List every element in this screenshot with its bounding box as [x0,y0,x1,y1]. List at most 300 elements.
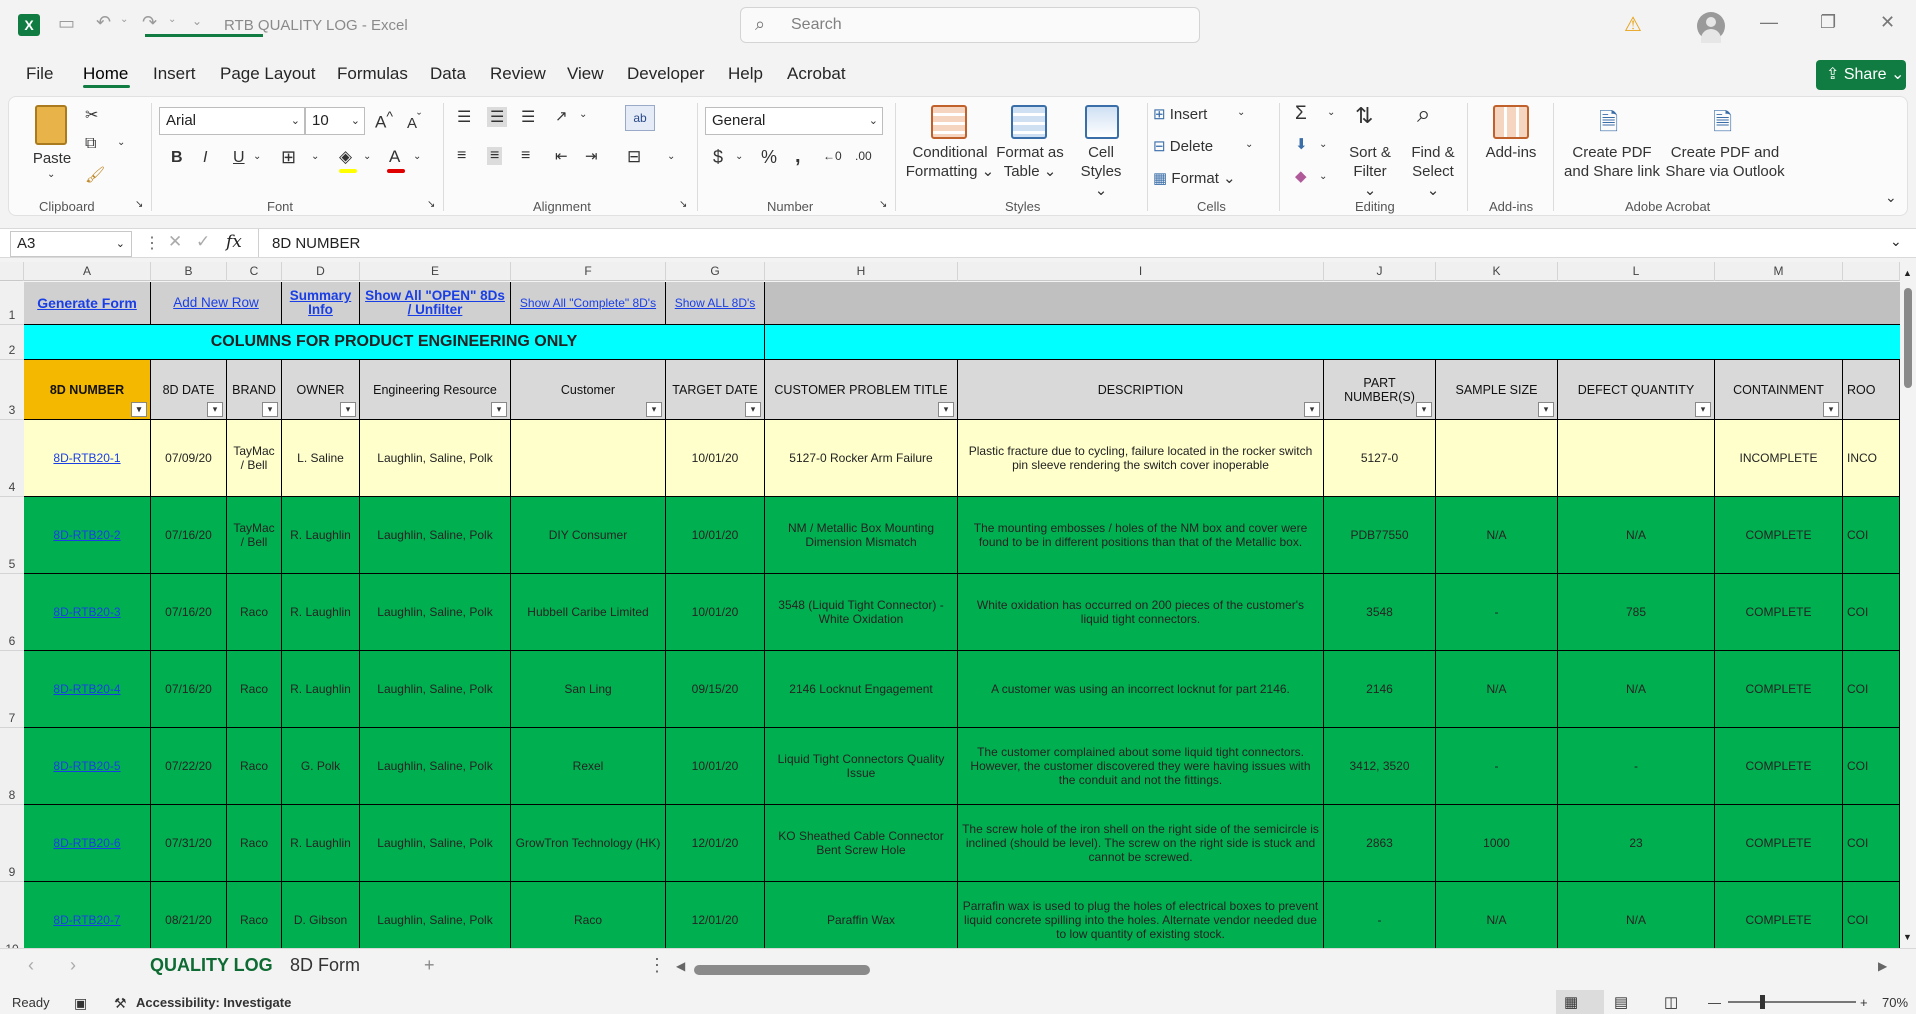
table-cell[interactable]: 5127-0 [1324,420,1436,497]
delete-dropdown-icon[interactable]: ⌄ [1245,139,1254,150]
page-layout-view-icon[interactable]: ▤ [1614,994,1629,1011]
tab-data[interactable]: Data [430,64,466,83]
row-header[interactable]: 3 [0,360,24,420]
insert-function-icon[interactable]: fx [226,232,242,252]
table-cell[interactable]: DIY Consumer [511,497,666,574]
font-size-combo[interactable] [305,107,365,135]
column-header-b[interactable]: B [151,262,227,281]
scroll-left-icon[interactable]: ◀ [676,959,686,973]
scroll-right-icon[interactable]: ▶ [1878,959,1888,973]
row-8d-link[interactable]: 8D-RTB20-1 [24,420,151,497]
table-cell[interactable] [1436,420,1558,497]
clear-dropdown-icon[interactable]: ⌄ [1319,171,1328,182]
underline-button[interactable]: U [233,149,245,166]
increase-decimal-icon[interactable]: ←0 [823,149,842,163]
tab-developer[interactable]: Developer [627,64,705,83]
column-header-f[interactable]: F [511,262,666,281]
row-8d-link[interactable]: 8D-RTB20-2 [24,497,151,574]
expand-formula-icon[interactable]: ⌄ [1890,233,1902,249]
table-cell[interactable]: 07/16/20 [151,574,227,651]
table-cell[interactable]: Rexel [511,728,666,805]
filter-dropdown-icon[interactable]: ▾ [1695,402,1711,417]
name-box-value: A3 [17,235,36,252]
align-left-icon[interactable]: ≡ [457,147,467,164]
row1-filler [765,282,1900,325]
conditional-formatting-button[interactable]: Conditional Formatting ⌄ [905,144,995,180]
cell-styles-button[interactable]: Cell Styles ⌄ [1080,144,1122,199]
undo-icon[interactable]: ↶ [96,12,112,32]
show-all-link[interactable]: Show ALL 8D's [666,282,765,325]
font-color-dropdown-icon[interactable]: ⌄ [413,151,422,162]
paste-button[interactable]: Paste [32,150,72,167]
currency-dropdown-icon[interactable]: ⌄ [735,151,744,162]
merge-center-icon[interactable]: ⊟ [627,147,642,166]
copy-icon[interactable]: ⧉ [85,135,97,152]
table-cell[interactable]: 10/01/20 [666,497,765,574]
column-header-l[interactable]: L [1558,262,1715,281]
table-cell[interactable]: Laughlin, Saline, Polk [360,497,511,574]
table-cell[interactable]: 2146 [1324,651,1436,728]
column-header-h[interactable]: H [765,262,958,281]
share-button[interactable]: ⇪ Share ⌄ [1816,60,1906,90]
close-icon[interactable]: ✕ [1880,12,1896,32]
table-cell[interactable]: Raco [227,651,282,728]
generate-form-link[interactable]: Generate Form [24,282,151,325]
banner-filler [765,325,1900,360]
column-title-text: CONTAINMENT [1733,382,1824,397]
column-title [282,360,360,420]
fill-color-icon[interactable]: ◈ [339,147,353,166]
format-as-table-button[interactable]: Format as Table ⌄ [996,144,1064,180]
column-header-a[interactable]: A [24,262,151,281]
fat-label-1: Format as [996,144,1064,161]
percent-icon[interactable]: % [761,147,778,167]
status-ready: Ready [12,995,50,1010]
chevron-down-icon: ⌄ [868,115,878,127]
table-cell[interactable]: 10/01/20 [666,420,765,497]
number-launcher-icon[interactable]: ↘ [879,199,888,210]
table-cell[interactable]: G. Polk [282,728,360,805]
align-bottom-icon[interactable]: ☰ [521,109,536,126]
undo-dropdown-icon[interactable]: ⌄ [120,14,129,25]
cancel-icon[interactable]: ✕ [168,232,183,251]
table-cell[interactable]: - [1558,728,1715,805]
table-cell[interactable]: COI [1843,497,1900,574]
table-cell[interactable]: N/A [1558,882,1715,959]
table-cell[interactable]: R. Laughlin [282,651,360,728]
vertical-scroll-thumb[interactable] [1904,288,1912,388]
format-painter-icon[interactable]: 🖌 [85,167,106,184]
table-cell[interactable]: 07/22/20 [151,728,227,805]
filter-dropdown-icon[interactable]: ▾ [938,402,954,417]
column-header-c[interactable]: C [227,262,282,281]
row-header[interactable]: 4 [0,420,24,497]
table-cell[interactable]: COI [1843,574,1900,651]
table-cell[interactable]: COMPLETE [1715,651,1843,728]
paste-icon[interactable] [35,105,67,145]
decrease-indent-icon[interactable]: ⇤ [555,148,568,165]
table-cell[interactable]: TayMac / Bell [227,420,282,497]
table-cell[interactable]: 3548 (Liquid Tight Connector) - White Oxidation [765,574,958,651]
table-cell[interactable]: COI [1843,805,1900,882]
table-cell[interactable]: 23 [1558,805,1715,882]
fat-label-2: Table [1003,163,1040,180]
zoom-in-icon[interactable]: + [1860,995,1868,1010]
zoom-out-icon[interactable]: — [1708,995,1721,1010]
cpo-label-1: Create PDF and [1670,144,1780,161]
merge-dropdown-icon[interactable]: ⌄ [667,151,676,162]
font-name-combo[interactable] [159,107,305,135]
column-title [958,360,1324,420]
table-cell[interactable]: INCOMPLETE [1715,420,1843,497]
table-cell[interactable]: Raco [227,882,282,959]
table-cell[interactable]: N/A [1436,651,1558,728]
add-new-row-link[interactable]: Add New Row [151,282,282,325]
format-cells-label: Format [1171,170,1219,187]
column-title-text: 8D NUMBER [49,382,125,397]
table-cell[interactable]: Raco [511,882,666,959]
customize-qat-icon[interactable]: ⌄ [192,14,203,28]
formula-content[interactable]: 8D NUMBER [272,235,361,252]
table-cell[interactable] [511,420,666,497]
column-title-text: 8D DATE [162,382,215,397]
table-cell[interactable]: Laughlin, Saline, Polk [360,882,511,959]
table-cell[interactable]: R. Laughlin [282,805,360,882]
table-cell[interactable]: Laughlin, Saline, Polk [360,805,511,882]
prev-sheet-icon[interactable]: ‹ [28,955,34,975]
insert-dropdown-icon[interactable]: ⌄ [1237,107,1246,118]
tab-insert[interactable]: Insert [153,64,196,83]
table-cell[interactable]: 12/01/20 [666,882,765,959]
addins-icon[interactable] [1493,105,1529,139]
filter-dropdown-icon[interactable]: ▾ [646,402,662,417]
table-cell[interactable]: COMPLETE [1715,574,1843,651]
row-header[interactable]: 5 [0,497,24,574]
cell-styles-icon[interactable] [1085,105,1119,139]
table-cell[interactable]: N/A [1436,882,1558,959]
filter-dropdown-icon[interactable]: ▾ [1304,402,1320,417]
fill-icon[interactable]: ⬇ [1295,136,1308,153]
minimize-icon[interactable]: — [1760,12,1778,32]
filter-dropdown-icon[interactable]: ▾ [491,402,507,417]
filter-dropdown-icon[interactable]: ▾ [1823,402,1839,417]
show-complete-link[interactable]: Show All "Complete" 8D's [511,282,666,325]
scroll-down-icon[interactable]: ▼ [1903,932,1912,942]
addins-button[interactable]: Add-ins [1485,144,1537,161]
table-cell[interactable]: COMPLETE [1715,728,1843,805]
table-cell[interactable]: 5127-0 Rocker Arm Failure [765,420,958,497]
find-select-icon[interactable]: ⌕ [1417,101,1431,128]
increase-font-icon[interactable]: A^ [375,109,393,132]
table-cell[interactable]: Raco [227,805,282,882]
active-tab-indicator [83,85,130,88]
table-cell[interactable]: 07/16/20 [151,497,227,574]
table-cell[interactable]: R. Laughlin [282,497,360,574]
table-cell[interactable]: 08/21/20 [151,882,227,959]
select-all-corner[interactable] [0,262,24,281]
table-cell[interactable]: PDB77550 [1324,497,1436,574]
row-8d-link[interactable]: 8D-RTB20-5 [24,728,151,805]
row-8d-link[interactable]: 8D-RTB20-4 [24,651,151,728]
copy-dropdown-icon[interactable]: ⌄ [117,137,126,148]
clear-icon[interactable]: ◆ [1295,168,1307,185]
name-box[interactable] [10,231,132,257]
table-cell[interactable]: INCO [1843,420,1900,497]
table-cell[interactable]: 07/16/20 [151,651,227,728]
table-cell[interactable]: COI [1843,651,1900,728]
search-box[interactable] [740,7,1200,43]
column-header-n[interactable] [1843,262,1900,281]
filter-dropdown-icon[interactable]: ▾ [262,402,278,417]
delete-cells-label: Delete [1169,138,1214,155]
table-cell[interactable]: COI [1843,882,1900,959]
zoom-slider-thumb[interactable] [1760,995,1765,1009]
table-cell[interactable]: - [1436,574,1558,651]
table-cell[interactable]: N/A [1436,497,1558,574]
filter-dropdown-icon[interactable]: ▾ [1416,402,1432,417]
row-header[interactable]: 9 [0,805,24,882]
column-title-text: BRAND [232,382,276,397]
sheet-tab-8d-form[interactable]: 8D Form [290,955,361,975]
table-cell[interactable]: TayMac / Bell [227,497,282,574]
share-label: Share [1843,66,1887,83]
row-header[interactable]: 2 [0,325,24,360]
table-cell[interactable]: Paraffin Wax [765,882,958,959]
tab-review[interactable]: Review [490,64,546,83]
accessibility-status[interactable]: Accessibility: Investigate [136,995,292,1010]
cut-icon[interactable]: ✂ [85,107,99,124]
restore-icon[interactable]: ❐ [1820,12,1837,32]
table-cell[interactable]: The mounting embosses / holes of the NM box and cover were found to be in different positions than that of the Metallic box. [958,497,1324,574]
filter-dropdown-icon[interactable]: ▾ [131,402,147,417]
show-open-link[interactable]: Show All "OPEN" 8Ds / Unfilter [360,282,511,325]
conditional-formatting-icon[interactable] [931,105,967,139]
cpo-label-2: Share via Outlook [1665,163,1785,180]
separator [258,229,259,257]
fill-dropdown-icon[interactable]: ⌄ [1319,139,1328,150]
warning-icon[interactable]: ⚠ [1624,14,1642,36]
format-as-table-icon[interactable] [1011,105,1047,139]
summary-info-link[interactable]: Summary Info [282,282,360,325]
normal-view-icon[interactable]: ▦ [1564,994,1579,1011]
enter-icon[interactable]: ✓ [196,232,211,251]
table-cell[interactable]: KO Sheathed Cable Connector Bent Screw Hole [765,805,958,882]
autosum-dropdown-icon[interactable]: ⌄ [1327,107,1336,118]
redo-icon[interactable]: ↷ [142,12,158,32]
table-cell[interactable]: N/A [1558,497,1715,574]
create-pdf-share-link-button[interactable] [1557,143,1667,181]
align-center-icon[interactable]: ≡ [487,147,502,165]
search-placeholder: Search [791,16,842,33]
comma-icon[interactable]: , [795,145,801,167]
page-break-view-icon[interactable]: ◫ [1664,994,1679,1011]
paste-dropdown-icon[interactable]: ⌄ [47,169,56,180]
column-header-j[interactable]: J [1324,262,1436,281]
table-cell[interactable]: Parrafin wax is used to plug the holes of electrical boxes to prevent liquid concrete spilling into the holes. Alternate vendor needed due to low quantity of existing stock. [958,882,1324,959]
search-icon: ⌕ [755,14,766,34]
macro-record-icon[interactable]: ▣ [74,995,88,1011]
underline-dropdown-icon[interactable]: ⌄ [253,151,262,162]
accessibility-icon[interactable]: ⚒ [114,995,127,1011]
orientation-icon[interactable]: ↗ [555,108,568,125]
table-cell[interactable]: L. Saline [282,420,360,497]
column-header-m[interactable]: M [1715,262,1843,281]
create-pdf-outlook-button[interactable] [1661,143,1789,181]
delete-cells-button[interactable] [1153,137,1213,155]
pdf-outlook-icon[interactable]: 🗎 [1713,109,1733,136]
table-cell[interactable]: The customer complained about some liquid tight connectors. However, the customer discovered they were having issues with the conduit and not the fittings. [958,728,1324,805]
font-launcher-icon[interactable]: ↘ [427,199,436,210]
table-cell[interactable]: 3412, 3520 [1324,728,1436,805]
orientation-dropdown-icon[interactable]: ⌄ [579,109,588,120]
collapse-ribbon-icon[interactable]: ⌄ [1885,189,1897,205]
redo-dropdown-icon[interactable]: ⌄ [168,14,177,25]
tab-help[interactable]: Help [728,64,763,83]
table-cell[interactable]: R. Laughlin [282,574,360,651]
pdf-link-icon[interactable]: 🗎 [1599,109,1619,136]
filter-dropdown-icon[interactable]: ▾ [207,402,223,417]
table-cell[interactable]: Hubbell Caribe Limited [511,574,666,651]
column-header-g[interactable]: G [666,262,765,281]
currency-icon[interactable]: $ [713,147,724,167]
sheet-options-icon[interactable]: ⋮ [648,955,666,975]
insert-cells-button[interactable] [1153,105,1207,123]
table-cell[interactable]: 10/01/20 [666,574,765,651]
clipboard-launcher-icon[interactable]: ↘ [135,199,144,210]
separator [895,103,896,211]
table-cell[interactable]: COI [1843,728,1900,805]
filter-dropdown-icon[interactable]: ▾ [745,402,761,417]
table-cell[interactable]: Liquid Tight Connectors Quality Issue [765,728,958,805]
insert-cells-icon: ⊞ [1153,106,1166,123]
row-header[interactable]: 6 [0,574,24,651]
more-options-icon[interactable]: ⋮ [144,235,160,252]
row-header[interactable]: 8 [0,728,24,805]
table-cell[interactable]: COMPLETE [1715,805,1843,882]
increase-indent-icon[interactable]: ⇥ [585,148,598,165]
vertical-scrollbar[interactable] [1900,262,1916,948]
column-header-e[interactable]: E [360,262,511,281]
wrap-text-icon[interactable]: ab [625,105,655,131]
filter-dropdown-icon[interactable]: ▾ [1538,402,1554,417]
table-cell[interactable]: COMPLETE [1715,497,1843,574]
table-cell[interactable]: Plastic fracture due to cycling, failure located in the rocker switch pin sleeve rendering the switch cover inoperable [958,420,1324,497]
sort-filter-button[interactable]: Sort & Filter ⌄ [1349,144,1391,199]
table-cell[interactable]: Raco [227,728,282,805]
alignment-group-label: Alignment [533,199,591,214]
column-title-text: SAMPLE SIZE [1455,382,1538,397]
sheet-tab-quality-log[interactable]: QUALITY LOG [150,955,273,975]
align-top-icon[interactable]: ☰ [457,109,472,126]
table-cell[interactable]: Laughlin, Saline, Polk [360,728,511,805]
autosum-icon[interactable]: Σ [1295,103,1307,124]
table-cell[interactable]: Laughlin, Saline, Polk [360,651,511,728]
table-cell[interactable]: A customer was using an incorrect locknut for part 2146. [958,651,1324,728]
table-cell[interactable]: 2146 Locknut Engagement [765,651,958,728]
table-cell[interactable]: White oxidation has occurred on 200 pieces of the customer's liquid tight connectors. [958,574,1324,651]
table-cell[interactable]: 10/01/20 [666,728,765,805]
table-cell[interactable]: NM / Metallic Box Mounting Dimension Mismatch [765,497,958,574]
table-cell[interactable]: 3548 [1324,574,1436,651]
table-cell[interactable]: 07/09/20 [151,420,227,497]
table-cell[interactable]: Raco [227,574,282,651]
table-cell[interactable]: 07/31/20 [151,805,227,882]
profile-avatar[interactable] [1697,12,1725,40]
table-cell[interactable]: N/A [1558,651,1715,728]
column-header-k[interactable]: K [1436,262,1558,281]
table-cell[interactable]: Laughlin, Saline, Polk [360,420,511,497]
table-cell[interactable]: - [1324,882,1436,959]
format-cells-button[interactable]: ▦ Format ⌄ [1153,170,1236,187]
table-cell[interactable]: 2863 [1324,805,1436,882]
row-8d-link[interactable]: 8D-RTB20-6 [24,805,151,882]
table-cell[interactable]: - [1436,728,1558,805]
row-8d-link[interactable]: 8D-RTB20-7 [24,882,151,959]
table-cell[interactable]: GrowTron Technology (HK) [511,805,666,882]
align-right-icon[interactable]: ≡ [521,147,531,164]
table-cell[interactable]: 12/01/20 [666,805,765,882]
fill-dropdown-icon[interactable]: ⌄ [363,151,372,162]
filter-dropdown-icon[interactable]: ▾ [340,402,356,417]
table-cell[interactable]: San Ling [511,651,666,728]
row-header[interactable]: 7 [0,651,24,728]
zoom-slider[interactable] [1728,1001,1856,1003]
add-sheet-icon[interactable]: + [424,955,435,975]
tab-view[interactable]: View [567,64,604,83]
tab-formulas[interactable]: Formulas [337,64,408,83]
table-cell[interactable]: Laughlin, Saline, Polk [360,574,511,651]
table-cell[interactable]: 785 [1558,574,1715,651]
decrease-decimal-icon[interactable]: .00 [855,149,872,163]
number-format-combo[interactable] [705,107,883,135]
sort-filter-icon[interactable]: ⇅ [1355,103,1374,128]
align-middle-icon[interactable]: ☰ [487,107,507,127]
column-title [1558,360,1715,420]
table-cell[interactable] [1558,420,1715,497]
alignment-launcher-icon[interactable]: ↘ [679,199,688,210]
horizontal-scroll-thumb[interactable] [694,965,870,975]
cs-label-2: Styles [1080,163,1122,180]
row-header[interactable]: 1 [0,282,24,325]
tab-file[interactable]: File [26,64,54,83]
row-8d-link[interactable]: 8D-RTB20-3 [24,574,151,651]
bold-button[interactable]: B [171,149,183,166]
zoom-level[interactable]: 70% [1882,995,1909,1010]
save-icon[interactable]: ▭ [58,13,76,33]
table-cell[interactable]: The screw hole of the iron shell on the right side of the semicircle is inclined (should be level). The screw on the right side is stuck and cannot be screwed. [958,805,1324,882]
italic-button[interactable]: I [203,149,208,166]
decrease-font-icon[interactable]: $A^ˇ$ [407,111,422,132]
scroll-up-icon[interactable]: ▲ [1903,268,1912,278]
column-title-text: DEFECT QUANTITY [1577,382,1695,397]
column-header-i[interactable]: I [958,262,1324,281]
tab-page-layout[interactable]: Page Layout [220,64,316,83]
next-sheet-icon[interactable]: › [70,955,76,975]
font-color-icon[interactable]: A [389,147,401,166]
find-select-button[interactable]: Find & Select ⌄ [1411,144,1455,199]
table-cell[interactable]: 09/15/20 [666,651,765,728]
borders-icon[interactable]: ⊞ [281,147,297,167]
tab-acrobat[interactable]: Acrobat [787,64,846,83]
borders-dropdown-icon[interactable]: ⌄ [311,151,320,162]
sf-label-2: Filter [1353,163,1387,180]
table-cell[interactable]: 1000 [1436,805,1558,882]
tab-home[interactable]: Home [83,64,129,83]
formula-bar [0,228,1916,258]
column-header-d[interactable]: D [282,262,360,281]
table-cell[interactable]: D. Gibson [282,882,360,959]
table-cell[interactable]: COMPLETE [1715,882,1843,959]
